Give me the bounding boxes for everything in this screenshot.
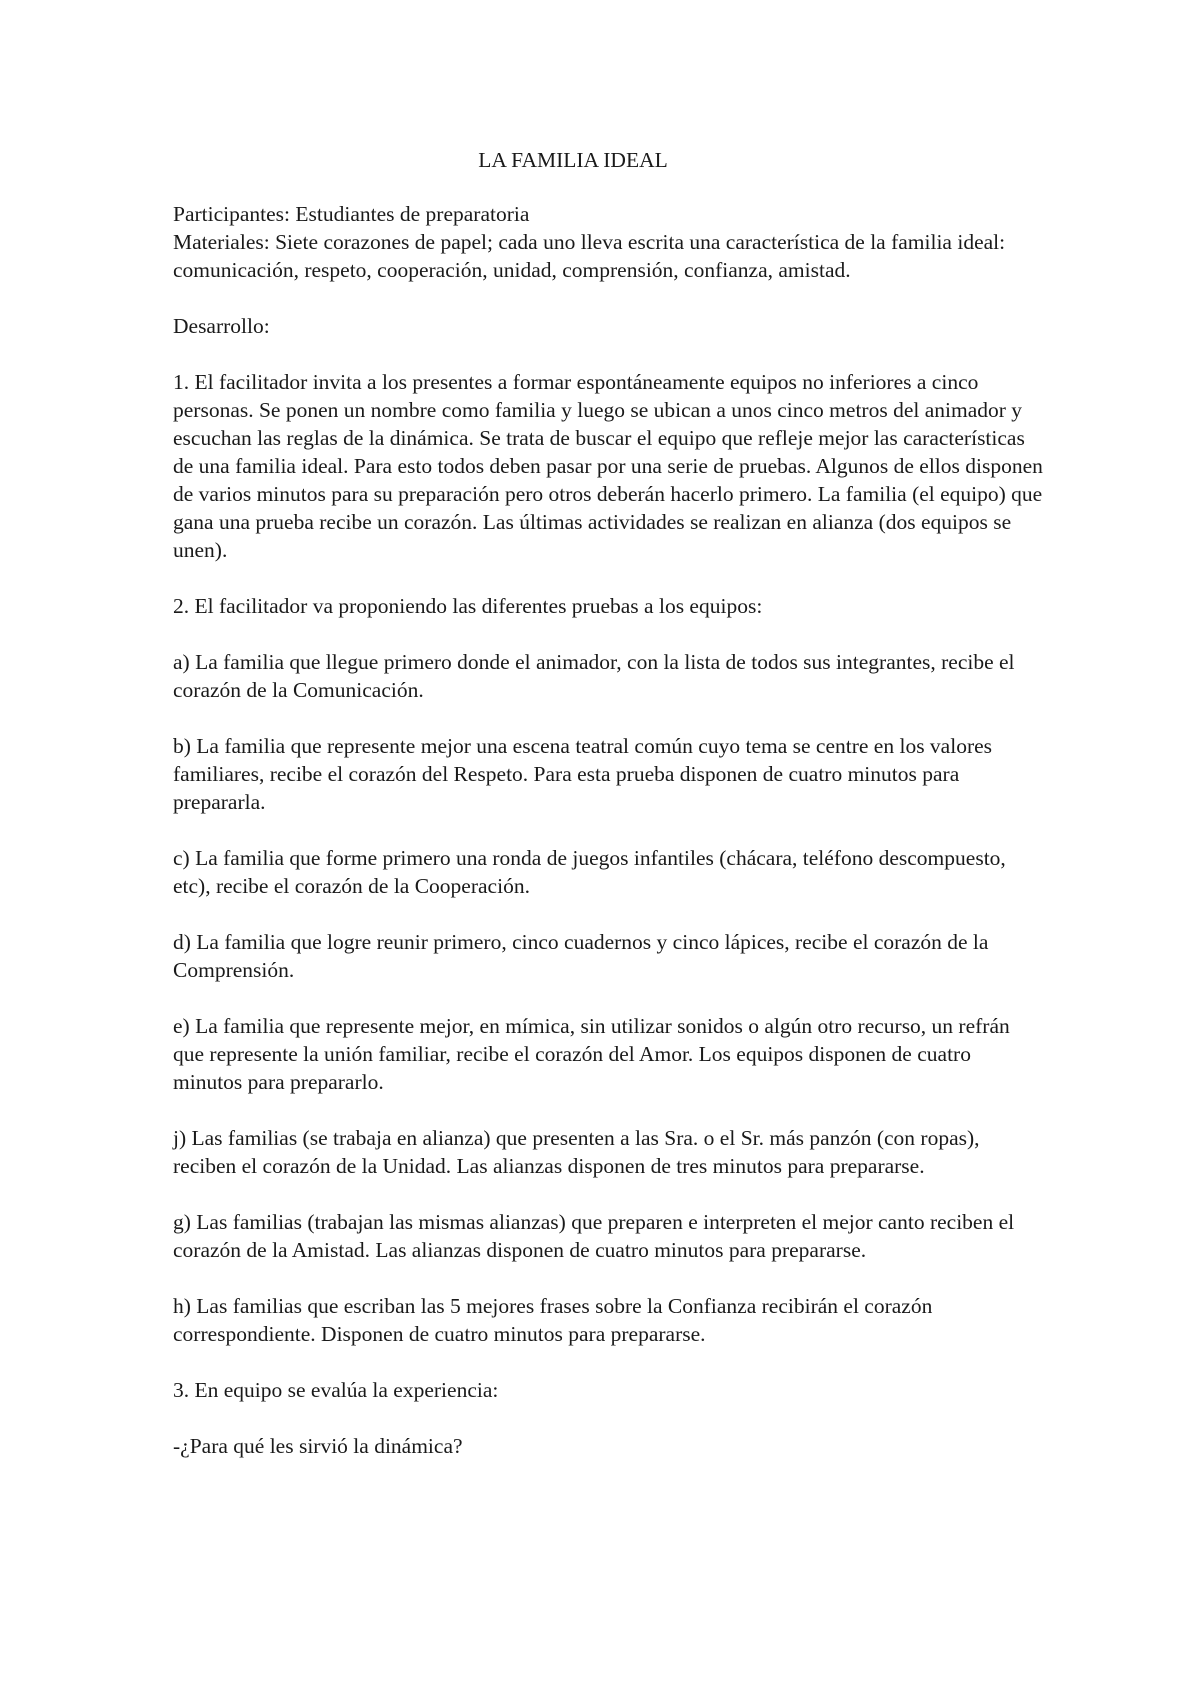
step-1-paragraph: 1. El facilitador invita a los presentes a formar espontáneamente equipos no inferiores a cinco personas. Se ponen un nombre como familia y luego se ubican a unos cinco metros del animador y escuchan las reglas de la dinámica. Se trata de buscar el equipo que refleje mejor las características de una familia ideal. Para esto todos deben pasar por una serie de pruebas. Algunos de ellos disponen de varios minutos para su preparación pero otros deberán hacerlo primero. La familia (el equipo) que gana una prueba recibe un corazón. Las últimas actividades se realizan en alianza (dos equipos se unen). [173,370,1043,562]
document-title: LA FAMILIA IDEAL [478,148,668,172]
development-heading: Desarrollo: [173,314,270,338]
item-j-paragraph: j) Las familias (se trabaja en alianza) que presenten a las Sra. o el Sr. más panzón (con ropas), reciben el corazón de la Unidad. Las alianzas disponen de tres minutos para prepararse. [173,1126,980,1178]
item-a-paragraph: a) La familia que llegue primero donde el animador, con la lista de todos sus integrantes, recibe el corazón de la Comunicación. [173,650,1015,702]
materials-paragraph: Materiales: Siete corazones de papel; cada uno lleva escrita una característica de la familia ideal: comunicación, respeto, cooperación, unidad, comprensión, confianza, amistad. [173,230,1006,282]
item-g-paragraph: g) Las familias (trabajan las mismas alianzas) que preparen e interpreten el mejor canto reciben el corazón de la Amistad. Las alianzas disponen de cuatro minutos para prepararse. [173,1210,1015,1262]
step-3-paragraph: 3. En equipo se evalúa la experiencia: [173,1378,499,1402]
item-e-paragraph: e) La familia que represente mejor, en mímica, sin utilizar sonidos o algún otro recurso, un refrán que represente la unión familiar, recibe el corazón del Amor. Los equipos disponen de cuatro minutos para prepararlo. [173,1014,1010,1094]
participants-line: Participantes: Estudiantes de preparatoria [173,202,530,226]
question-1: -¿Para qué les sirvió la dinámica? [173,1434,463,1458]
item-h-paragraph: h) Las familias que escriban las 5 mejores frases sobre la Confianza recibirán el corazón correspondiente. Disponen de cuatro minutos para prepararse. [173,1294,933,1346]
document-body [173,146,1043,1488]
item-d-paragraph: d) La familia que logre reunir primero, cinco cuadernos y cinco lápices, recibe el corazón de la Comprensión. [173,930,989,982]
step-2-paragraph: 2. El facilitador va proponiendo las diferentes pruebas a los equipos: [173,594,763,618]
item-c-paragraph: c) La familia que forme primero una ronda de juegos infantiles (chácara, teléfono descompuesto, etc), recibe el corazón de la Cooperación. [173,846,1006,898]
item-b-paragraph: b) La familia que represente mejor una escena teatral común cuyo tema se centre en los valores familiares, recibe el corazón del Respeto. Para esta prueba disponen de cuatro minutos para prepararla. [173,734,993,814]
